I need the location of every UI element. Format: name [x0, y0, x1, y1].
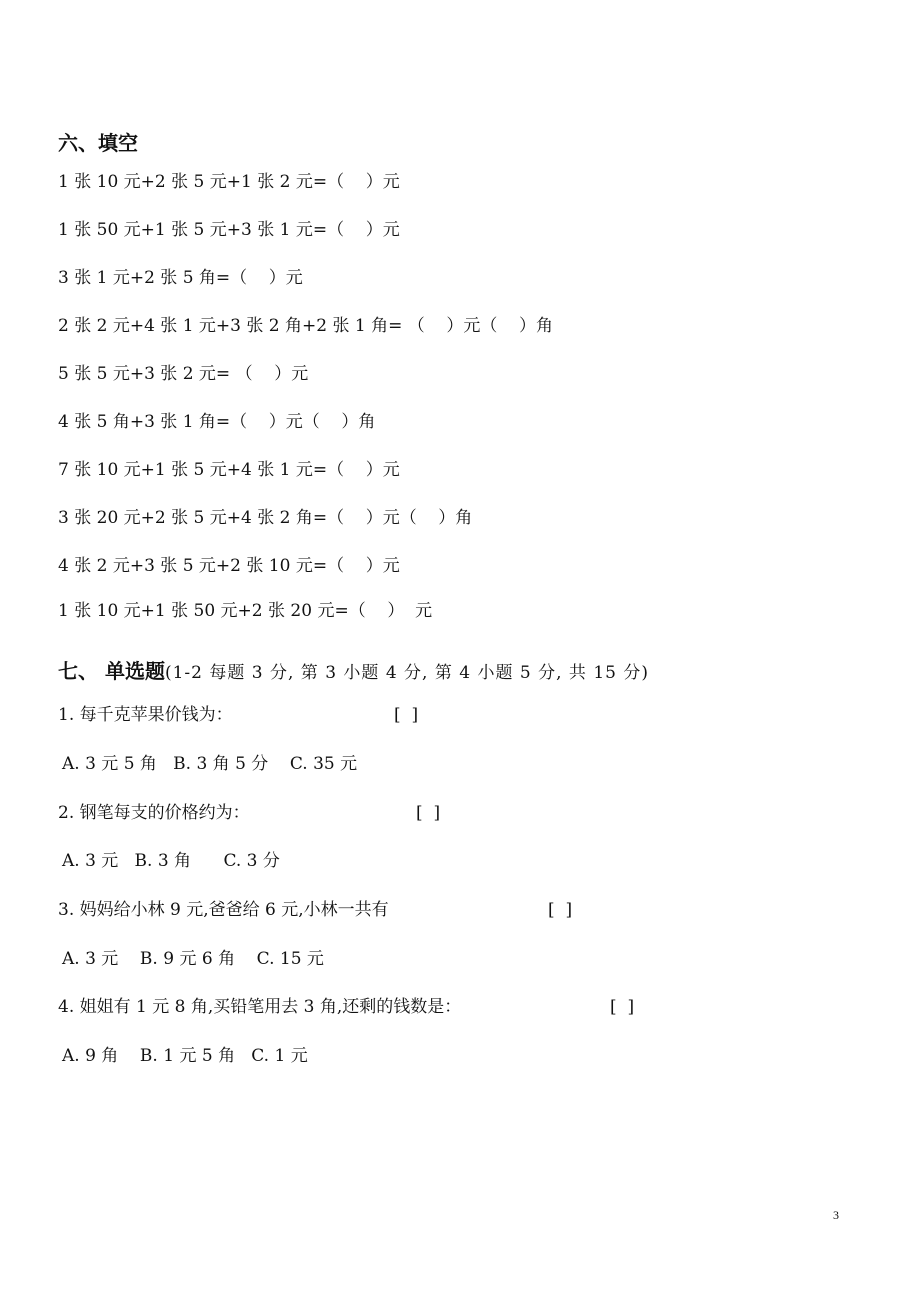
fill-blank-item-10: 1 张 10 元+1 张 50 元+2 张 20 元=（ ） 元 [58, 601, 433, 621]
fill-blank-item-8: 3 张 20 元+2 张 5 元+4 张 2 角=（ ）元（ ）角 [58, 508, 473, 528]
section-7-scoring-note: (1-2 每题 3 分, 第 3 小题 4 分, 第 4 小题 5 分, 共 15 分) [164, 663, 649, 683]
page-number: 3 [833, 1208, 839, 1222]
fill-blank-item-5: 5 张 5 元+3 张 2 元= （ ）元 [58, 364, 309, 384]
fill-blank-item-6: 4 张 5 角+3 张 1 角=（ ）元（ ）角 [58, 412, 376, 432]
question-2-answer-bracket[interactable]: [ ] [416, 803, 441, 823]
question-3-text: 3. 妈妈给小林 9 元,爸爸给 6 元,小林一共有 [58, 900, 389, 920]
section-7-heading: 七、 单选题 [58, 659, 165, 683]
fill-blank-item-7: 7 张 10 元+1 张 5 元+4 张 1 元=（ ）元 [58, 460, 400, 480]
section-7-title [58, 655, 649, 684]
fill-blank-item-2: 1 张 50 元+1 张 5 元+3 张 1 元=（ ）元 [58, 220, 400, 240]
fill-blank-item-1: 1 张 10 元+2 张 5 元+1 张 2 元=（ ）元 [58, 172, 400, 192]
fill-blank-item-9: 4 张 2 元+3 张 5 元+2 张 10 元=（ ）元 [58, 556, 400, 576]
question-4-text: 4. 姐姐有 1 元 8 角,买铅笔用去 3 角,还剩的钱数是： [58, 997, 462, 1017]
question-3-options: A. 3 元 B. 9 元 6 角 C. 15 元 [62, 949, 324, 969]
question-4-answer-bracket[interactable]: [ ] [610, 997, 635, 1017]
question-1-options: A. 3 元 5 角 B. 3 角 5 分 C. 35 元 [62, 754, 358, 774]
question-3-answer-bracket[interactable]: [ ] [548, 900, 573, 920]
fill-blank-item-4: 2 张 2 元+4 张 1 元+3 张 2 角+2 张 1 角= （ ）元（ ）角 [58, 316, 553, 336]
question-4-options: A. 9 角 B. 1 元 5 角 C. 1 元 [62, 1046, 308, 1066]
fill-blank-item-3: 3 张 1 元+2 张 5 角=（ ）元 [58, 268, 303, 288]
question-1-text: 1. 每千克苹果价钱为： [58, 705, 233, 725]
question-2-options: A. 3 元 B. 3 角 C. 3 分 [62, 851, 280, 871]
question-1-answer-bracket[interactable]: [ ] [394, 705, 419, 725]
section-6-title: 六、填空 [58, 131, 138, 155]
question-2-text: 2. 钢笔每支的价格约为： [58, 803, 250, 823]
